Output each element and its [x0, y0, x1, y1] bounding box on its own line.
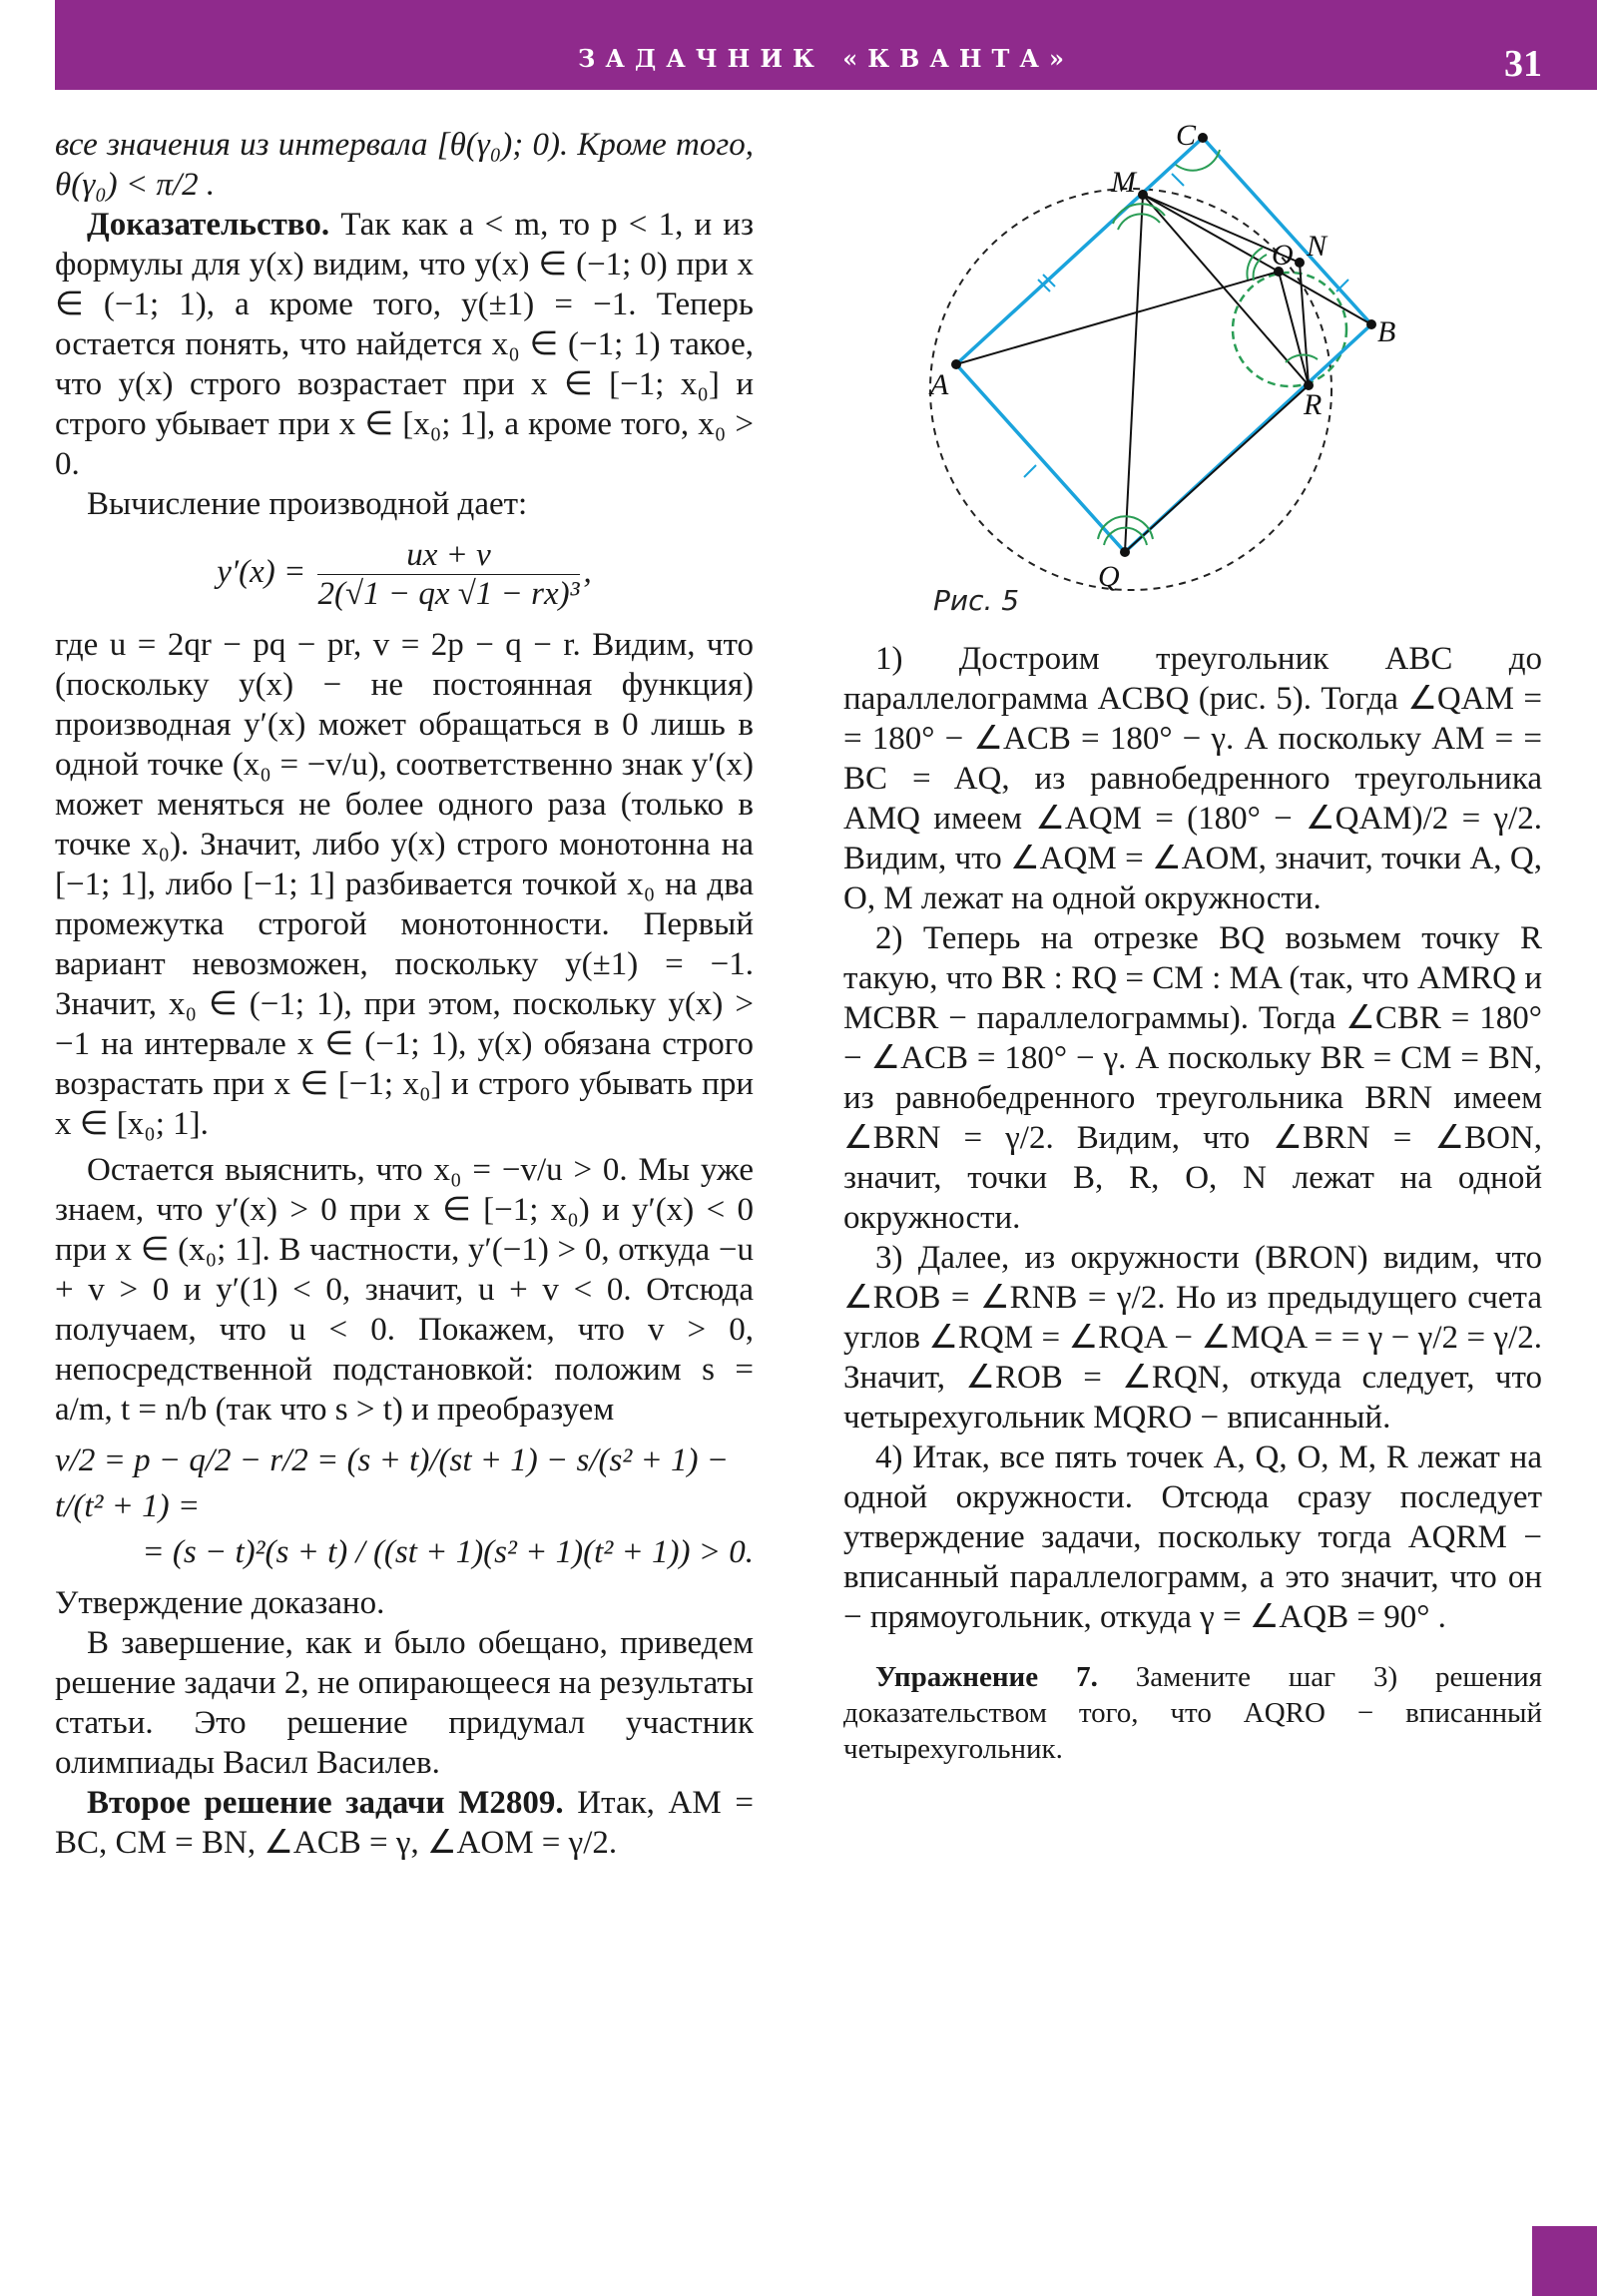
segment-mq [1125, 195, 1143, 552]
parallelogram-acbq [956, 138, 1371, 552]
formula-line-1: v/2 = p − q/2 − r/2 = (s + t)/(st + 1) − s/(s² + 1) − t/(t² + 1) = [55, 1442, 730, 1524]
derivative-denominator: 2(√1 − qx √1 − rx)³ [317, 576, 580, 612]
page-corner-tab [1532, 2226, 1597, 2296]
second-solution-text: Итак, AM = BC, CM = BN, ∠ACB = γ, ∠AOM = γ/2. [55, 1785, 754, 1861]
point-c [1198, 133, 1208, 143]
point-m [1138, 190, 1148, 200]
label-a: A [930, 368, 949, 401]
derivative-formula: y′(x) = $\frac{ux + v}{\text{2(√1 − qx √1 − rx)³}}$ , [217, 537, 592, 612]
header-title: ЗАДАЧНИК «КВАНТА» [578, 44, 1074, 73]
step-2: 2) Теперь на отрезке BQ возьмем точку R такую, что BR : RQ = CM : MA (так, что AMRQ и MCBR − параллелограммы). Тогда ∠CBR = 180° − ∠ACB = 180° − γ. А поскольку BR = CM = BN, из равнобедренного треугольника BRN имеем ∠BRN = γ/2. Видим, что ∠BRN = ∠BON, значит, точки B, R, O, N лежат на одной окружности. [843, 920, 1542, 1236]
page-header [55, 0, 1597, 90]
circle-bron [1233, 273, 1346, 386]
proof-heading: Доказательство. [87, 207, 330, 243]
segment-ob [1279, 272, 1371, 324]
left-p6: Утверждение доказано. [55, 1585, 385, 1621]
exercise-heading: Упражнение 7. [875, 1661, 1098, 1693]
left-p2 [55, 205, 754, 484]
figure-caption: Рис. 5 [933, 584, 1020, 617]
derivative-fraction [317, 536, 579, 613]
left-p4: где u = 2qr − pq − pr, v = 2p − q − r. Видим, что (поскольку y(x) − не постоянная функция) производная y′(x) может обращаться в 0 лишь в одной точке (x₀ = −v/u), соответственно знак y′(x) может меняться не более одного раза (только в точке x₀). Значит, либо y(x) строго монотонна на [−1; 1], либо [−1; 1] разбивается точкой x₀ на два промежутка строгой монотонности. Первый вариант невозможен, поскольку y(±1) = −1. Значит, x₀ ∈ (−1; 1), при этом, поскольку y(x) > −1 на интервале x ∈ (−1; 1), y(x) обязана строго возрастать при x ∈ [−1; x₀] и строго убывать при x ∈ [x₀; 1]. [55, 627, 754, 1142]
label-r: R [1304, 388, 1323, 421]
left-p7: В завершение, как и было обещано, приведем решение задачи 2, не опирающееся на результаты статьи. Это решение придумал участник олимпиады Васил Василев. [55, 1625, 754, 1781]
left-p3: Вычисление производной дает: [87, 486, 528, 522]
substitution-formula [55, 1437, 754, 1575]
left-column [55, 125, 754, 1863]
label-c: C [1176, 120, 1197, 152]
second-solution-heading: Второе решение задачи М2809. [87, 1785, 564, 1821]
page-number: 31 [1504, 43, 1542, 85]
proof-text: Так как a < m, то p < 1, и из формулы для y(x) видим, что y(x) ∈ (−1; 0) при x ∈ (−1; 1), а кроме того, y(±1) = −1. Теперь остается понять, что найдется x₀ ∈ (−1; 1) такое, что y(x) строго возрастает при x ∈ [−1; x₀] и строго убывает при x ∈ [x₀; 1], а кроме того, x₀ > 0. [55, 207, 754, 482]
point-b [1366, 319, 1376, 329]
geometry-figure [918, 120, 1407, 609]
label-o: O [1272, 239, 1294, 272]
right-column [843, 639, 1542, 1767]
point-a [951, 359, 961, 369]
label-m: M [1111, 166, 1136, 199]
segment-qr [1125, 385, 1309, 552]
left-p8 [55, 1783, 754, 1863]
label-b: B [1377, 315, 1396, 348]
derivative-lhs: y′(x) = [217, 554, 306, 591]
formula-line-2: = (s − t)²(s + t) / ((st + 1)(s² + 1)(t² + 1)) > 0. [142, 1534, 754, 1570]
point-q [1120, 547, 1130, 557]
step-4: 4) Итак, все пять точек A, Q, O, M, R лежат на одной окружности. Отсюда сразу последует утверждение задачи, поскольку тогда AQRM − вписанный параллелограмм, а это значит, что он − прямоугольник, откуда γ = ∠AQB = 90° . [843, 1439, 1542, 1635]
point-n [1295, 258, 1305, 268]
left-p5: Остается выяснить, что x₀ = −v/u > 0. Мы уже знаем, что y′(x) > 0 при x ∈ [−1; x₀) и y′(x) < 0 при x ∈ (x₀; 1]. В частности, y′(−1) > 0, откуда −u + v > 0 и y′(1) < 0, значит, u + v < 0. Отсюда получаем, что u < 0. Покажем, что v > 0, непосредственной подстановкой: положим s = a/m, t = n/b (так что s > t) и преобразуем [55, 1152, 754, 1428]
derivative-numerator: ux + v [317, 536, 579, 575]
step-1: 1) Достроим треугольник ABC до параллелограмма ACBQ (рис. 5). Тогда ∠QAM = = 180° − ∠ACB = 180° − γ. А поскольку AM = = BC = AQ, из равнобедренного треугольника AMQ имеем ∠AQM = (180° − ∠QAM)/2 = γ/2. Видим, что ∠AQM = ∠AOM, значит, точки A, Q, O, M лежат на одной окружности. [843, 641, 1542, 916]
exercise-7 [843, 1659, 1542, 1767]
label-q: Q [1098, 560, 1120, 593]
exercise-text: Замените шаг 3) решения доказательством того, что AQRO − вписанный четырехугольник. [843, 1661, 1542, 1765]
step-3: 3) Далее, из окружности (BRON) видим, что ∠ROB = ∠RNB = γ/2. Но из предыдущего счета углов ∠RQM = ∠RQA − ∠MQA = = γ − γ/2 = γ/2. Значит, ∠ROB = ∠RQN, откуда следует, что четырехугольник MQRO − вписанный. [843, 1240, 1542, 1435]
label-n: N [1307, 230, 1328, 263]
left-p1: все значения из интервала [θ(γ₀); 0). Кроме того, θ(γ₀) < π/2 . [55, 127, 754, 203]
